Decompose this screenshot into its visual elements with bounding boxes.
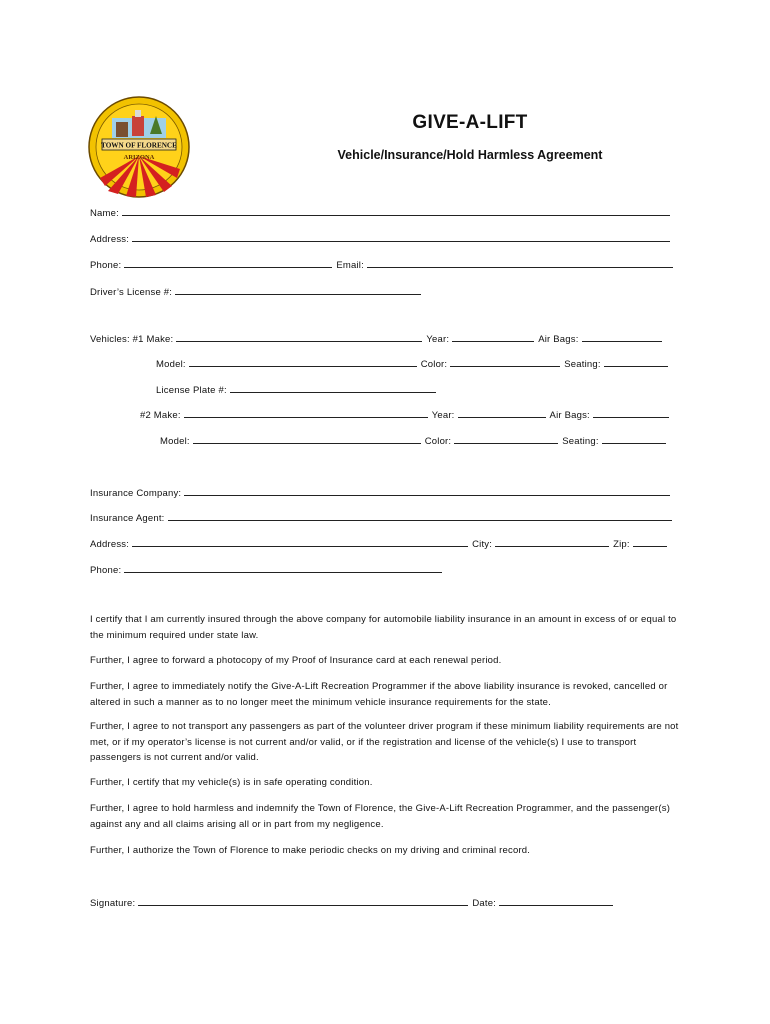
logo-state: ARIZONA — [123, 154, 155, 161]
date-field[interactable] — [499, 896, 613, 906]
email-field[interactable] — [367, 258, 673, 268]
vehicle2-seating-field[interactable] — [602, 434, 666, 444]
name-row — [90, 206, 674, 220]
insurance-agent-row — [90, 511, 676, 525]
statement-paragraph: Further, I agree to hold harmless and indemnify the Town of Florence, the Give-A-Lift Recreation Programmer, and the passenger(s) against any and all claims arising all or in part from my negligence. — [90, 803, 671, 830]
insurance-agent-field[interactable] — [168, 511, 672, 521]
insurance-address-field[interactable] — [132, 537, 468, 547]
vehicle1-model-label: Model: — [156, 359, 186, 370]
name-field[interactable] — [122, 206, 670, 216]
insurance-company-row — [90, 486, 674, 500]
vehicle1-year-field[interactable] — [452, 332, 534, 342]
insurance-phone-label: Phone: — [90, 565, 122, 576]
insurance-zip-label: Zip: — [613, 539, 630, 550]
insurance-phone-row — [90, 563, 446, 577]
vehicle2-model-field[interactable] — [193, 434, 421, 444]
vehicle1-plate-label: License Plate #: — [156, 385, 227, 396]
vehicle1-airbags-field[interactable] — [582, 332, 662, 342]
vehicle1-model-row — [156, 357, 672, 371]
vehicle2-color-field[interactable] — [454, 434, 558, 444]
phone-email-row — [90, 258, 677, 272]
statement-paragraph: I certify that I am currently insured through the above company for automobile liability insurance in an amount in excess of or equal to the minimum required under state law. — [90, 614, 677, 641]
vehicle1-make-label: Vehicles: #1 Make: — [90, 334, 174, 345]
form-subtitle: Vehicle/Insurance/Hold Harmless Agreement — [337, 148, 603, 162]
vehicle2-make-field[interactable] — [184, 408, 428, 418]
form-title: GIVE-A-LIFT — [412, 112, 528, 133]
vehicle1-seating-field[interactable] — [604, 357, 668, 367]
logo-text: TOWN OF FLORENCE — [101, 141, 177, 150]
vehicle2-color-label: Color: — [424, 436, 452, 447]
vehicle1-color-field[interactable] — [450, 357, 560, 367]
signature-field[interactable] — [138, 896, 468, 906]
address-label: Address: — [90, 234, 130, 245]
vehicle1-plate-row — [156, 383, 440, 397]
email-label: Email: — [336, 260, 364, 271]
statement-paragraph: Further, I agree to forward a photocopy of my Proof of Insurance card at each renewal period. — [90, 655, 502, 666]
statement-paragraph: Further, I authorize the Town of Florence to make periodic checks on my driving and criminal record. — [90, 845, 531, 856]
signature-row — [90, 896, 617, 910]
statement-paragraph: Further, I agree to not transport any passengers as part of the volunteer driver program if these minimum liability requirements are not met, or if my operator’s license is not current and/or valid, or if the registration and license of the vehicle(s) I use to transport passengers is not current and/or valid. — [90, 721, 679, 763]
drivers-license-label: Driver’s License #: — [90, 287, 173, 298]
vehicle2-model-row — [160, 434, 670, 448]
address-row — [90, 232, 674, 246]
phone-field[interactable] — [124, 258, 332, 268]
insurance-company-field[interactable] — [184, 486, 670, 496]
insurance-address-label: Address: — [90, 539, 130, 550]
vehicle2-year-field[interactable] — [458, 408, 546, 418]
insurance-agent-label: Insurance Agent: — [90, 513, 165, 524]
insurance-phone-field[interactable] — [124, 563, 442, 573]
vehicle2-airbags-label: Air Bags: — [549, 410, 590, 421]
vehicle1-airbags-label: Air Bags: — [538, 334, 579, 345]
vehicle1-seating-label: Seating: — [564, 359, 601, 370]
date-label: Date: — [472, 898, 497, 909]
signature-label: Signature: — [90, 898, 136, 909]
vehicle2-make-label: #2 Make: — [140, 410, 181, 421]
statement-paragraph: Further, I agree to immediately notify the Give-A-Lift Recreation Programmer if the above liability insurance is revoked, cancelled or altered in such a manner as to no longer meet the minimum vehicle insurance requirements for the state. — [90, 681, 668, 708]
vehicle2-airbags-field[interactable] — [593, 408, 669, 418]
vehicle2-model-label: Model: — [160, 436, 190, 447]
town-of-florence-seal-logo — [88, 96, 190, 198]
vehicle1-color-label: Color: — [420, 359, 448, 370]
vehicle2-year-label: Year: — [431, 410, 455, 421]
vehicle1-year-label: Year: — [426, 334, 450, 345]
insurance-zip-field[interactable] — [633, 537, 667, 547]
insurance-address-row — [90, 537, 671, 551]
insurance-city-label: City: — [472, 539, 493, 550]
insurance-city-field[interactable] — [495, 537, 609, 547]
drivers-license-field[interactable] — [175, 285, 421, 295]
drivers-license-row — [90, 285, 425, 299]
vehicle1-make-row — [90, 332, 666, 346]
phone-label: Phone: — [90, 260, 122, 271]
vehicle1-plate-field[interactable] — [230, 383, 436, 393]
vehicle1-model-field[interactable] — [189, 357, 417, 367]
name-label: Name: — [90, 208, 119, 219]
vehicle2-make-row — [140, 408, 673, 422]
address-field[interactable] — [132, 232, 670, 242]
vehicle1-make-field[interactable] — [176, 332, 422, 342]
statement-paragraph: Further, I certify that my vehicle(s) is in safe operating condition. — [90, 777, 373, 788]
insurance-company-label: Insurance Company: — [90, 488, 182, 499]
vehicle2-seating-label: Seating: — [562, 436, 599, 447]
